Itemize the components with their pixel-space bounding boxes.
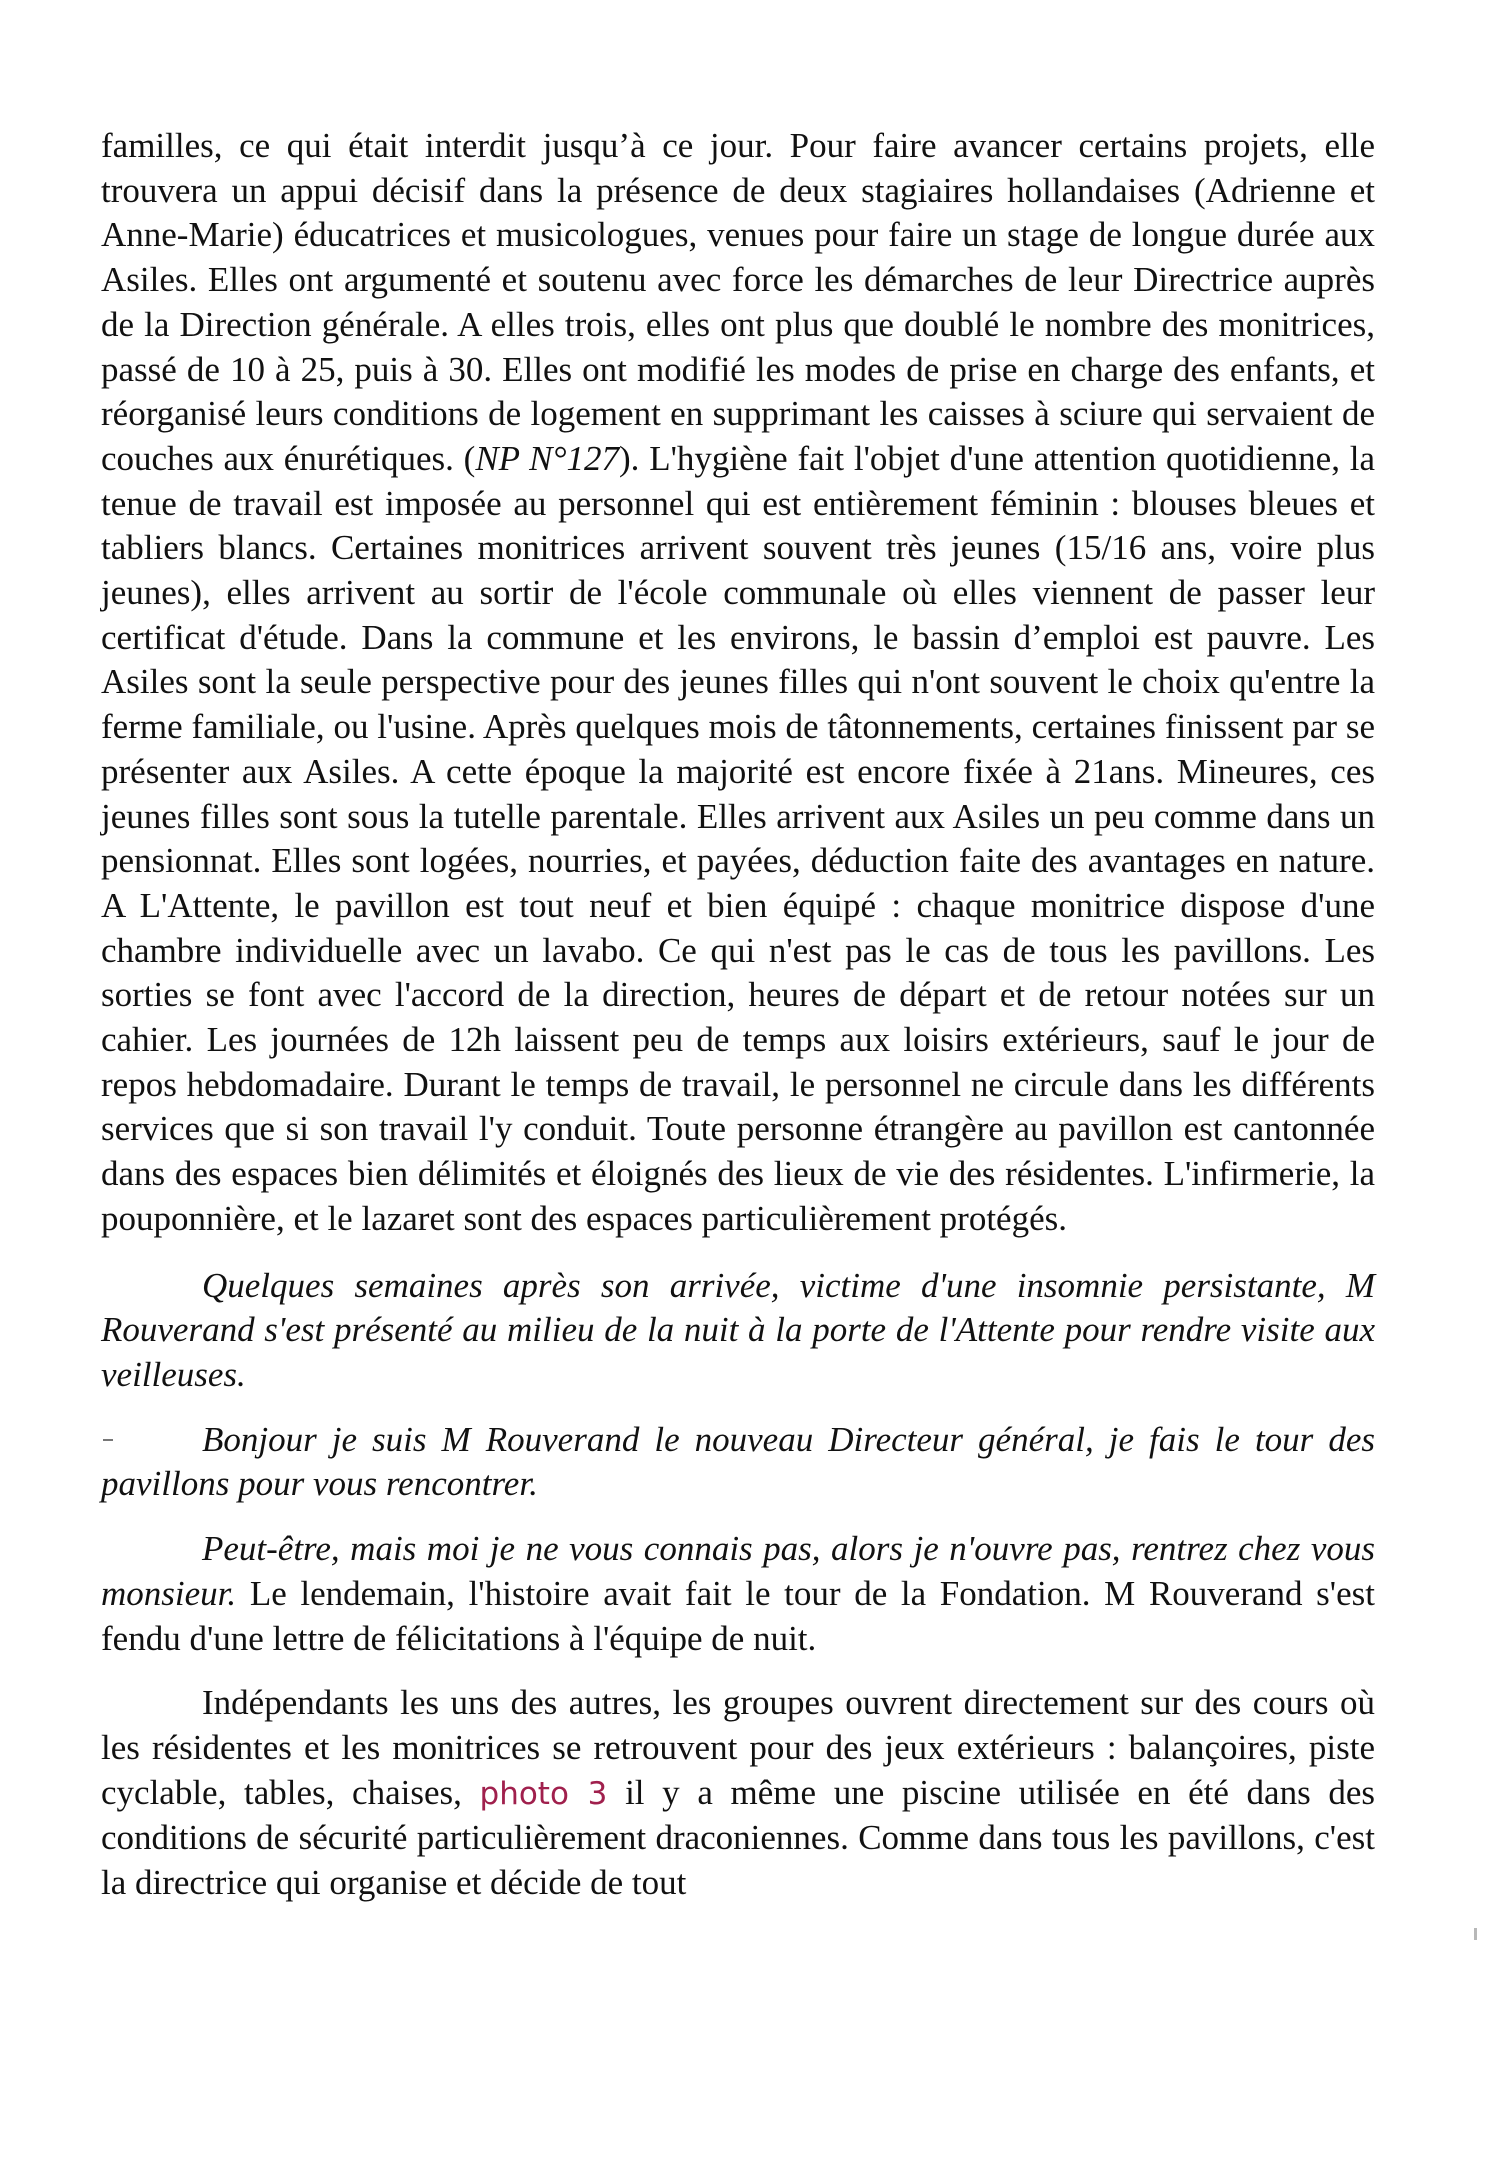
paragraph-attente-staff xyxy=(101,124,1375,1242)
scan-artifact xyxy=(1474,1928,1477,1940)
paragraph-courtyards xyxy=(101,1681,1375,1906)
paragraph-text: il y a même une piscine utilisée en été dans des conditions de sécurité particulièrement draconiennes. Comme dans tous les pavillons, c'est la directrice qui organise et décide de tout xyxy=(101,1772,1376,1903)
paragraph-text: familles, ce qui était interdit jusqu’à ce jour. Pour faire avancer certains projets, elle trouvera un appui décisif dans la présence de deux stagiaires hollandaises (Adrienne et Anne-Marie) éducatrices et musicologues, venues pour faire un stage de longue durée aux Asiles. Elles ont argumenté et soutenu avec force les démarches de leur Directrice auprès de la Direction générale. A elles trois, elles ont plus que doublé le nombre des monitrices, passé de 10 à 25, puis à 30. Elles ont modifié les modes de prise en charge des enfants, et réorganisé leurs conditions de logement en supprimant les caisses à sciure qui servaient de couches aux énurétiques. ( xyxy=(101,126,1375,478)
photo-reference-link[interactable]: photo 3 xyxy=(479,1775,608,1812)
citation-reference: NP N°127 xyxy=(475,438,620,478)
paragraph-text: Indépendants les uns des autres, les groupes ouvrent directement sur des cours où les résidentes et les monitrices se retrouvent pour des jeux extérieurs : balançoires, piste cyclable, tables, chaises, xyxy=(101,1683,1375,1812)
paragraph-anecdote-intro: Quelques semaines après son arrivée, victime d'une insomnie persistante, M Rouverand s'est présenté au milieu de la nuit à la porte de l'Attente pour rendre visite aux veilleuses. xyxy=(101,1265,1375,1394)
paragraph-text: ). L'hygiène fait l'objet d'une attention quotidienne, la tenue de travail est imposée au personnel qui est entièrement féminin : blouses bleues et tabliers blancs. Certaines monitrices arrivent souvent très jeunes (15/16 ans, voire plus jeunes), elles arrivent au sortir de l'école communale où elles viennent de passer leur certificat d'étude. Dans la commune et les environs, le bassin d’emploi est pauvre. Les Asiles sont la seule perspective pour des jeunes filles qui n'ont souvent le choix qu'entre la ferme familiale, ou l'usine. Après quelques mois de tâtonnements, certaines finissent par se présenter aux Asiles. A cette époque la majorité est encore fixée à 21ans. Mineures, ces jeunes filles sont sous la tutelle parentale. Elles arrivent aux Asiles un peu comme dans un pensionnat. Elles sont logées, nourries, et payées, déduction faite des avantages en nature. A L'Attente, le pavillon est tout neuf et bien équipé : chaque monitrice dispose d'une chambre individuelle avec un lavabo. Ce qui n'est pas le cas de tous les pavillons. Les sorties se font avec l'accord de la direction, heures de départ et de retour notées sur un cahier. Les journées de 12h laissent peu de temps aux loisirs extérieurs, sauf le jour de repos hebdomadaire. Durant le temps de travail, le personnel ne circule dans les différents services que si son travail l'y conduit. Toute personne étrangère au pavillon est cantonnée dans des espaces bien délimités et éloignés des lieux de vie des résidentes. L'infirmerie, la pouponnière, et le lazaret sont des espaces particulièrement protégés. xyxy=(101,438,1375,1238)
document-body xyxy=(101,124,1375,1926)
reply-quote: Peut-être, mais moi je ne vous connais pas, alors je n'ouvre pas, rentrez chez vous monsieur. xyxy=(101,1529,1375,1613)
paragraph-night-staff-reply xyxy=(101,1527,1375,1661)
paragraph-director-quote: Bonjour je suis M Rouverand le nouveau Directeur général, je fais le tour des pavillons pour vous rencontrer. xyxy=(101,1419,1375,1504)
paragraph-text: Le lendemain, l'histoire avait fait le tour de la Fondation. M Rouverand s'est fendu d'une lettre de félicitations à l'équipe de nuit. xyxy=(101,1573,1375,1658)
scan-artifact xyxy=(103,1439,113,1441)
